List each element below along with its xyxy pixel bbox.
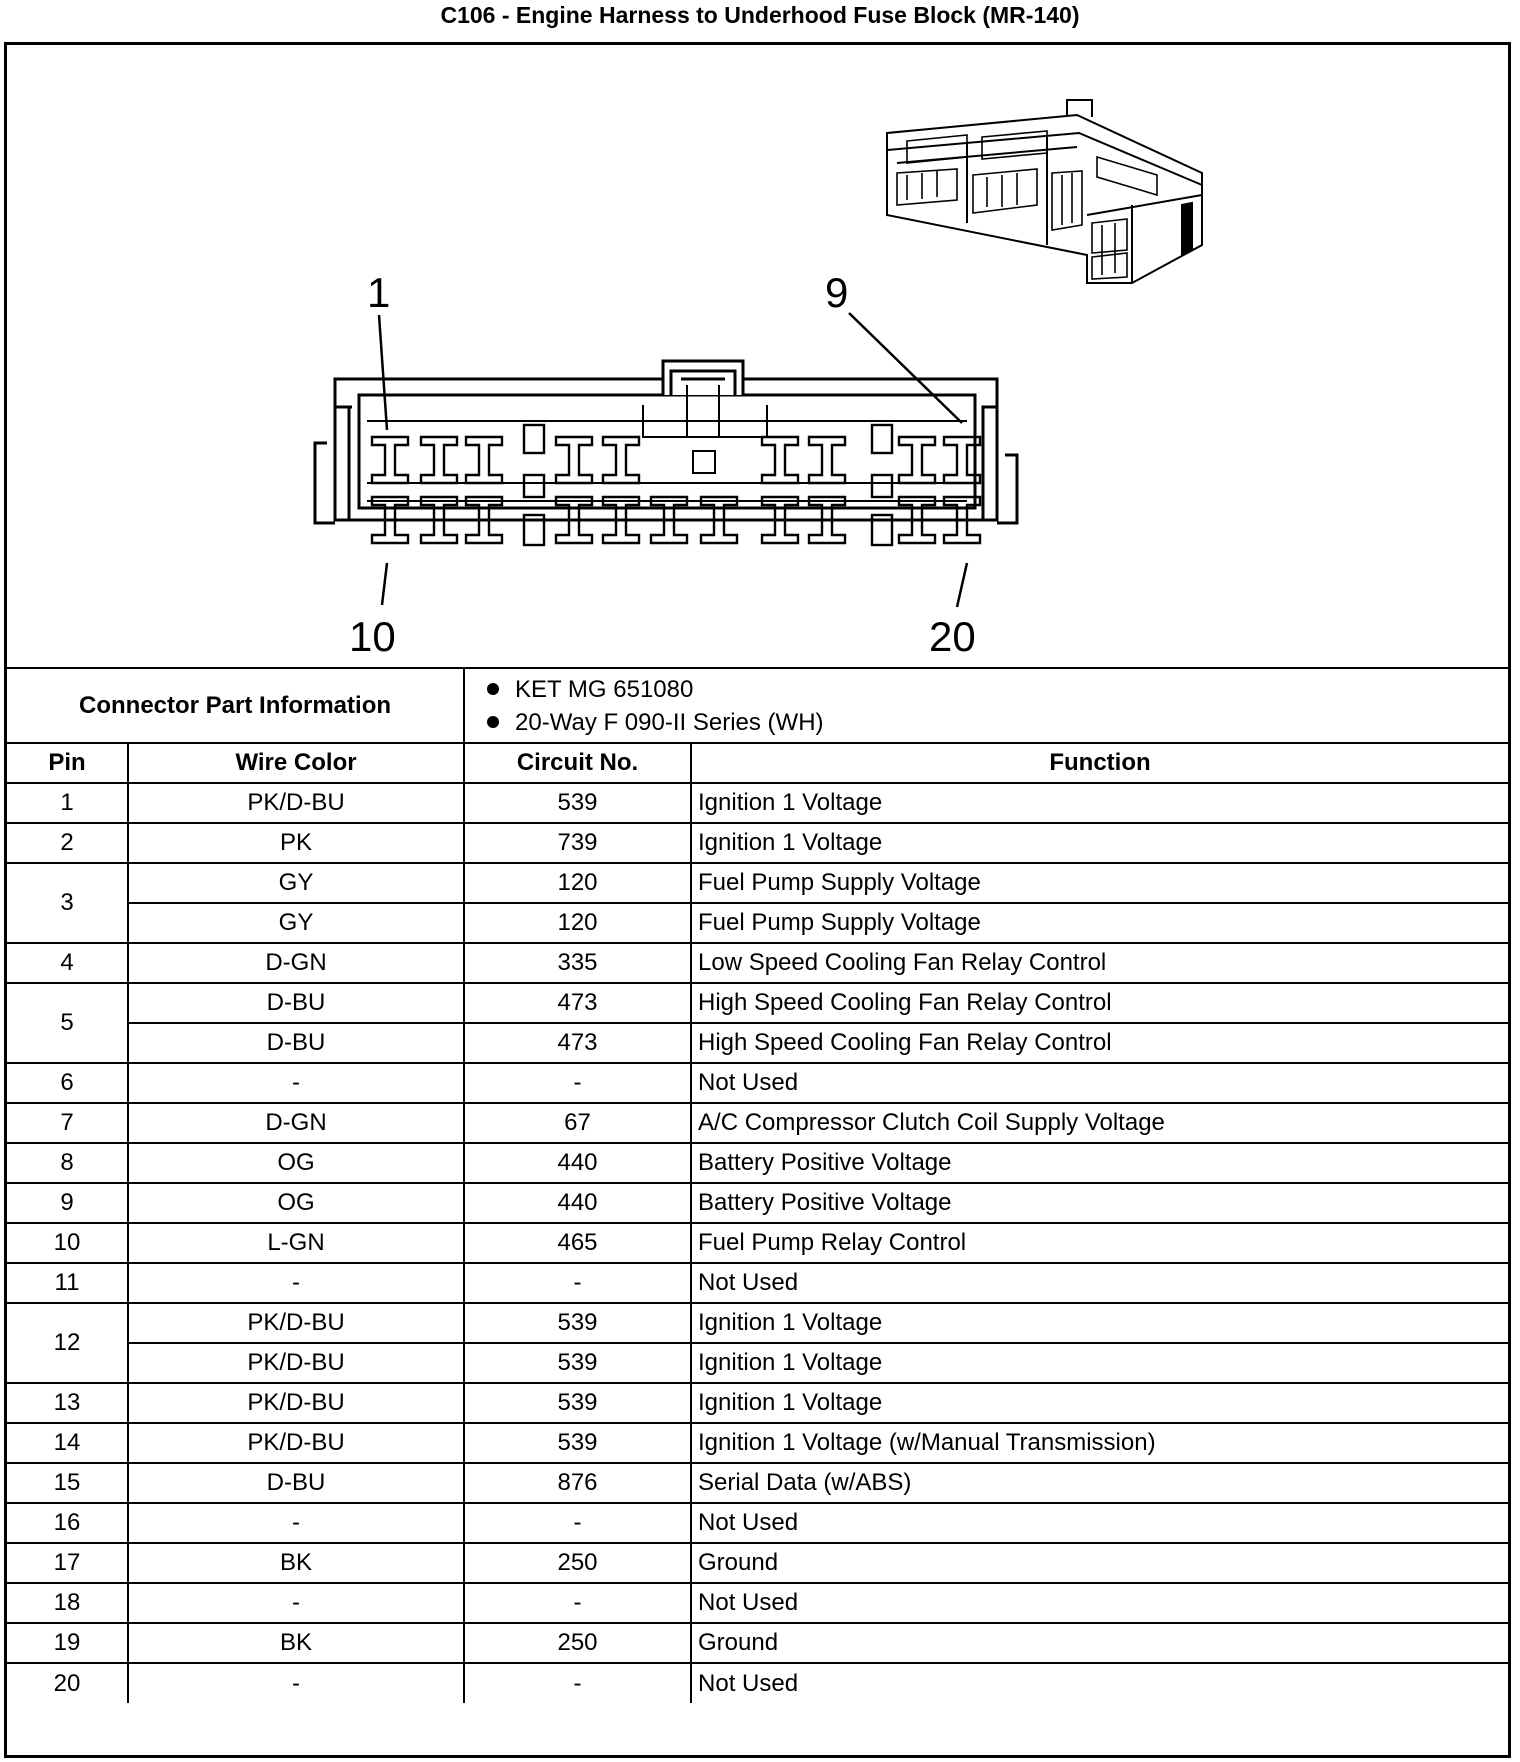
function-cell: Not Used xyxy=(691,1063,1508,1103)
connector-info-item xyxy=(487,706,1508,739)
wire-color-cell: D-GN xyxy=(128,943,464,983)
pin-cell: 18 xyxy=(7,1583,128,1623)
function-cell: Not Used xyxy=(691,1663,1508,1703)
wire-color-cell: - xyxy=(128,1583,464,1623)
function-cell: A/C Compressor Clutch Coil Supply Voltage xyxy=(691,1103,1508,1143)
wire-color-cell: GY xyxy=(128,903,464,943)
table-row xyxy=(7,863,1508,903)
pin-cell: 1 xyxy=(7,783,128,823)
connector-info-text: 20-Way F 090-II Series (WH) xyxy=(515,708,824,736)
circuit-cell: 120 xyxy=(464,863,691,903)
function-cell: Ignition 1 Voltage xyxy=(691,1383,1508,1423)
wire-color-cell: PK/D-BU xyxy=(128,783,464,823)
connector-diagram xyxy=(7,45,1508,669)
circuit-cell: 473 xyxy=(464,983,691,1023)
function-cell: Ground xyxy=(691,1623,1508,1663)
circuit-cell: - xyxy=(464,1263,691,1303)
circuit-cell: 465 xyxy=(464,1223,691,1263)
circuit-cell: 539 xyxy=(464,1343,691,1383)
pin-cell: 13 xyxy=(7,1383,128,1423)
table-row xyxy=(7,1183,1508,1223)
pin-cell: 4 xyxy=(7,943,128,983)
circuit-cell: 539 xyxy=(464,1423,691,1463)
pin-cell: 6 xyxy=(7,1063,128,1103)
pinout-table xyxy=(7,667,1508,1703)
wire-color-cell: BK xyxy=(128,1543,464,1583)
pin-cell: 16 xyxy=(7,1503,128,1543)
header-wire-color: Wire Color xyxy=(128,743,464,783)
wire-color-cell: BK xyxy=(128,1623,464,1663)
table-row xyxy=(7,943,1508,983)
circuit-cell: - xyxy=(464,1063,691,1103)
pin-cell: 8 xyxy=(7,1143,128,1183)
wire-color-cell: OG xyxy=(128,1183,464,1223)
pin-cell: 10 xyxy=(7,1223,128,1263)
function-cell: Battery Positive Voltage xyxy=(691,1183,1508,1223)
wire-color-cell: PK/D-BU xyxy=(128,1423,464,1463)
table-row xyxy=(7,1383,1508,1423)
pin-20-label: 20 xyxy=(929,613,976,660)
circuit-cell: 876 xyxy=(464,1463,691,1503)
wire-color-cell: L-GN xyxy=(128,1223,464,1263)
connector-info-list xyxy=(464,668,1508,743)
circuit-cell: 440 xyxy=(464,1183,691,1223)
pin-cell: 5 xyxy=(7,983,128,1063)
pin-1-label: 1 xyxy=(367,269,391,316)
header-function: Function xyxy=(691,743,1508,783)
table-row xyxy=(7,1063,1508,1103)
table-row xyxy=(7,1583,1508,1623)
connector-sheet xyxy=(4,42,1511,1758)
wire-color-cell: D-BU xyxy=(128,1463,464,1503)
connector-info-row xyxy=(7,668,1508,743)
table-row xyxy=(7,1503,1508,1543)
header-circuit: Circuit No. xyxy=(464,743,691,783)
table-row xyxy=(7,1543,1508,1583)
pin-cell: 19 xyxy=(7,1623,128,1663)
table-row xyxy=(7,1263,1508,1303)
function-cell: Fuel Pump Supply Voltage xyxy=(691,903,1508,943)
wire-color-cell: PK/D-BU xyxy=(128,1303,464,1343)
circuit-cell: 539 xyxy=(464,1383,691,1423)
circuit-cell: - xyxy=(464,1503,691,1543)
pin-cell: 7 xyxy=(7,1103,128,1143)
pin-cell: 17 xyxy=(7,1543,128,1583)
page-title: C106 - Engine Harness to Underhood Fuse Block (MR-140) xyxy=(440,2,1080,28)
table-row xyxy=(7,1303,1508,1343)
wire-color-cell: PK/D-BU xyxy=(128,1383,464,1423)
wire-color-cell: OG xyxy=(128,1143,464,1183)
function-cell: Fuel Pump Supply Voltage xyxy=(691,863,1508,903)
function-cell: High Speed Cooling Fan Relay Control xyxy=(691,1023,1508,1063)
circuit-cell: 440 xyxy=(464,1143,691,1183)
connector-info-text: KET MG 651080 xyxy=(515,675,694,703)
function-cell: Ignition 1 Voltage xyxy=(691,1303,1508,1343)
table-row xyxy=(7,1463,1508,1503)
table-row xyxy=(7,783,1508,823)
wire-color-cell: PK xyxy=(128,823,464,863)
bullet-icon xyxy=(487,683,499,695)
table-row xyxy=(7,823,1508,863)
function-cell: Ignition 1 Voltage (w/Manual Transmission) xyxy=(691,1423,1508,1463)
pin-cell: 11 xyxy=(7,1263,128,1303)
table-row xyxy=(7,1423,1508,1463)
pin-cell: 12 xyxy=(7,1303,128,1383)
connector-info-item xyxy=(487,673,1508,706)
wire-color-cell: D-BU xyxy=(128,983,464,1023)
pin-10-label: 10 xyxy=(349,613,396,660)
function-cell: Ignition 1 Voltage xyxy=(691,783,1508,823)
bullet-icon xyxy=(487,716,499,728)
wire-color-cell: D-BU xyxy=(128,1023,464,1063)
wire-color-cell: - xyxy=(128,1663,464,1703)
circuit-cell: 335 xyxy=(464,943,691,983)
connector-isometric-illustration xyxy=(887,100,1202,283)
table-row xyxy=(7,1103,1508,1143)
function-cell: Low Speed Cooling Fan Relay Control xyxy=(691,943,1508,983)
circuit-cell: 67 xyxy=(464,1103,691,1143)
function-cell: High Speed Cooling Fan Relay Control xyxy=(691,983,1508,1023)
table-row xyxy=(7,903,1508,943)
pin-cell: 14 xyxy=(7,1423,128,1463)
function-cell: Serial Data (w/ABS) xyxy=(691,1463,1508,1503)
table-row xyxy=(7,983,1508,1023)
header-pin: Pin xyxy=(7,743,128,783)
function-cell: Battery Positive Voltage xyxy=(691,1143,1508,1183)
pin-cell: 3 xyxy=(7,863,128,943)
circuit-cell: - xyxy=(464,1663,691,1703)
table-row xyxy=(7,1143,1508,1183)
table-row xyxy=(7,1023,1508,1063)
circuit-cell: 473 xyxy=(464,1023,691,1063)
function-cell: Ignition 1 Voltage xyxy=(691,823,1508,863)
circuit-cell: 739 xyxy=(464,823,691,863)
table-row xyxy=(7,1663,1508,1703)
function-cell: Not Used xyxy=(691,1503,1508,1543)
wire-color-cell: PK/D-BU xyxy=(128,1343,464,1383)
function-cell: Ground xyxy=(691,1543,1508,1583)
circuit-cell: 120 xyxy=(464,903,691,943)
wire-color-cell: GY xyxy=(128,863,464,903)
wire-color-cell: - xyxy=(128,1063,464,1103)
table-header-row xyxy=(7,743,1508,783)
connector-face-drawing xyxy=(7,45,1508,669)
pin-cell: 15 xyxy=(7,1463,128,1503)
wire-color-cell: D-GN xyxy=(128,1103,464,1143)
circuit-cell: 539 xyxy=(464,783,691,823)
pin-cell: 2 xyxy=(7,823,128,863)
function-cell: Not Used xyxy=(691,1583,1508,1623)
function-cell: Not Used xyxy=(691,1263,1508,1303)
wire-color-cell: - xyxy=(128,1503,464,1543)
table-row xyxy=(7,1623,1508,1663)
function-cell: Ignition 1 Voltage xyxy=(691,1343,1508,1383)
circuit-cell: - xyxy=(464,1583,691,1623)
pin-9-label: 9 xyxy=(825,269,849,316)
circuit-cell: 250 xyxy=(464,1543,691,1583)
circuit-cell: 250 xyxy=(464,1623,691,1663)
table-row xyxy=(7,1343,1508,1383)
pin-cell: 20 xyxy=(7,1663,128,1703)
table-row xyxy=(7,1223,1508,1263)
connector-info-label: Connector Part Information xyxy=(7,668,464,743)
function-cell: Fuel Pump Relay Control xyxy=(691,1223,1508,1263)
pin-cell: 9 xyxy=(7,1183,128,1223)
circuit-cell: 539 xyxy=(464,1303,691,1343)
wire-color-cell: - xyxy=(128,1263,464,1303)
